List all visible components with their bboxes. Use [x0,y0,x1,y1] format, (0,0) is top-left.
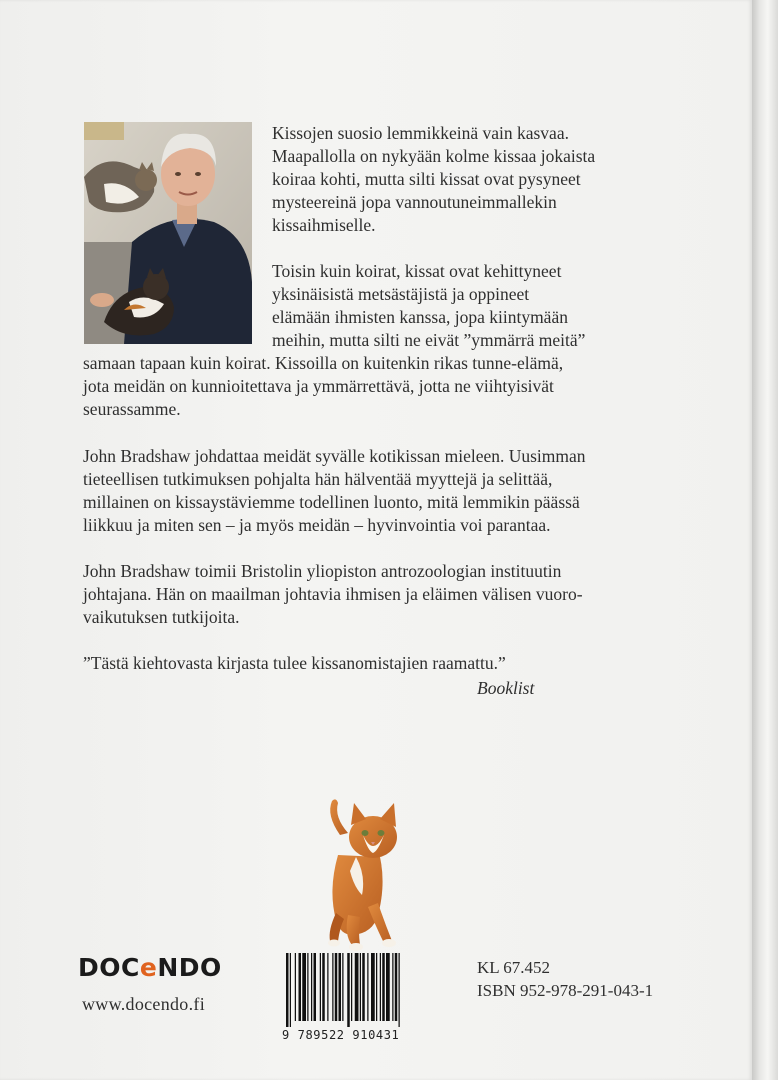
paragraph-book-description [83,445,683,537]
text-line: tieteellisen tutkimuksen pohjalta hän hälventää myyttejä ja selittää, [83,469,553,489]
isbn-number: ISBN 952-978-291-043-1 [477,981,654,1000]
text-line: meihin, mutta silti ne eivät ”ymmärrä meitä” [272,330,586,350]
paragraph-author-bio [83,560,683,629]
text-line: samaan tapaan kuin koirat. Kissoilla on kuitenkin rikas tunne-elämä, [83,353,564,373]
text-line: millainen on kissaystäviemme todellinen luonto, mitä lemmikin päässä [83,492,580,512]
text-line: Kissojen suosio lemmikkeinä vain kasvaa. [272,123,569,143]
text-line: koiraa kohti, mutta silti kissat ovat pysyneet [272,169,581,189]
cat-illustration [318,795,408,955]
text-line: John Bradshaw johdattaa meidät syvälle kotikissan mieleen. Uusimman [83,446,586,466]
text-line: johtajana. Hän on maailman johtavia ihmisen ja eläimen välisen vuoro- [83,584,583,604]
paragraph-cats-vs-dogs-end [83,352,683,421]
paragraph-popularity [272,122,672,237]
barcode-bars [282,953,434,1027]
logo-text-end: NDO [157,953,222,982]
text-line: liikkuu ja miten sen – ja myös meidän – hyvinvointia voi parantaa. [83,515,551,535]
page-edge [752,0,778,1080]
text-line: jota meidän on kunnioitettava ja ymmärrettävä, jotta ne viihtyisivät [83,376,554,396]
text-line: kissaihmiselle. [272,215,376,235]
text-line: mysteereinä jopa vannoutuneimmallekin [272,192,557,212]
publisher-website: www.docendo.fi [82,994,206,1014]
text-line: vaikutuksen tutkijoita. [83,607,240,627]
text-line: John Bradshaw toimii Bristolin yliopiston antrozoologian instituutin [83,561,562,581]
isbn-barcode [282,953,434,1048]
review-quote: ”Tästä kiehtovasta kirjasta tulee kissanomistajien raamattu.” [83,653,506,673]
quote-source: Booklist [477,678,535,698]
text-line: elämään ihmisten kanssa, jopa kiintymään [272,307,568,327]
text-line: Toisin kuin koirat, kissat ovat kehittyneet [272,261,562,281]
text-line: seurassamme. [83,399,181,419]
text-line: yksinäisistä metsästäjistä ja oppineet [272,284,530,304]
barcode-number: 9 789522 910431 [282,1028,400,1042]
logo-accent-letter: e [139,953,158,982]
publisher-logo [78,953,222,982]
paragraph-cats-vs-dogs-start [272,260,652,352]
library-class-code: KL 67.452 [477,958,551,977]
logo-text-start: DOC [78,953,140,982]
text-line: Maapallolla on nykyään kolme kissaa jokaista [272,146,596,166]
author-photo [84,122,252,344]
